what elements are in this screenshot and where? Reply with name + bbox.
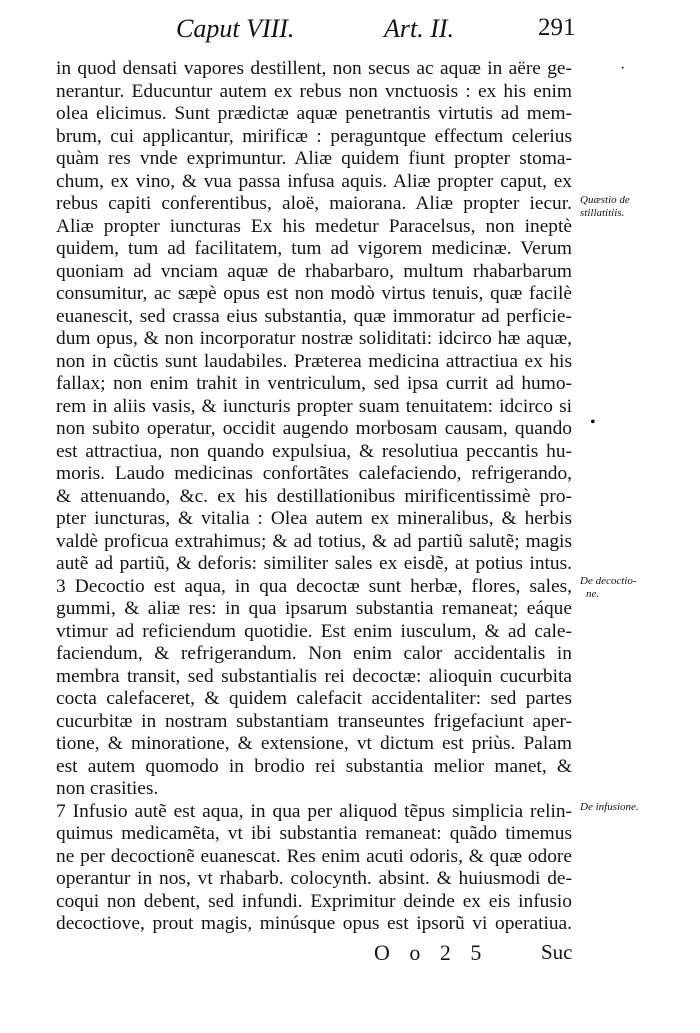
- text-line: 7 Infusio autẽ est aqua, in qua per aliquod tẽpus simplicia relin-: [56, 800, 572, 822]
- text-line: 3 Decoctio est aqua, in qua decoctæ sunt herbæ, flores, sales,: [56, 575, 572, 597]
- ink-speck: ·: [620, 60, 626, 77]
- text-line: valdè proficua extrahimus; & ad totius, & ad partiũ salutẽ; magis: [56, 530, 572, 552]
- text-line: olea elicimus. Sunt prædictæ aquæ penetrantis virtutis ad mem-: [56, 103, 572, 124]
- text-line: quidem, tum ad facilitatem, tum ad vigorem medicinæ. Verum: [56, 238, 572, 259]
- text-line: rem in aliis vasis, & iuncturis propter suam tenuitatem: idcirco si: [56, 395, 572, 417]
- text-line: consumitur, ac sæpè opus est non modò virtus tenuis, quæ facilè: [56, 283, 572, 304]
- margin-note: De decoctio-: [580, 575, 637, 587]
- text-line: moris. Laudo medicinas confortãtes calefaciendo, refrigerando,: [56, 463, 572, 484]
- text-line: in quod densati vapores destillent, non secus ac aquæ in aëre ge-: [56, 58, 572, 79]
- text-line: fallax; non enim trahit in ventriculum, sed ipsa currit ad humo-: [56, 373, 572, 394]
- chapter-heading: Caput VIII.: [176, 14, 295, 43]
- text-line: tione, & minoratione, & extensione, vt dictum est priùs. Palam: [56, 733, 572, 754]
- text-line: euanescit, sed crassa eius substantia, quæ immoratur ad perficie-: [56, 305, 572, 327]
- text-line: rebus capiti conferentibus, aloë, maiorana. Aliæ propter iecur.: [56, 193, 572, 214]
- text-line: quàm res vnde exprimuntur. Aliæ quidem fiunt propter stoma-: [56, 148, 572, 169]
- text-line: ne per decoctionẽ euanescat. Res enim acuti odoris, & quæ odore: [56, 845, 572, 867]
- text-line: cucurbitæ in nostram substantiam transeuntes frigefaciunt aper-: [56, 710, 572, 732]
- catchword: Suc: [541, 940, 573, 964]
- text-line: est attractiua, non quando expulsiua, & resolutiua peccantis hu-: [56, 440, 572, 462]
- text-line: est autem quomodo in brodio rei substantia melior manet, &: [56, 755, 572, 777]
- text-line: cocta calefaceret, & quidem calefacit accidentaliter: sed partes: [56, 688, 572, 709]
- margin-note: ne.: [586, 588, 600, 600]
- running-header: [40, 14, 680, 44]
- text-line: membra transit, sed substantialis rei decoctæ: alioquin cucurbita: [56, 665, 572, 687]
- ink-speck: •: [590, 414, 596, 431]
- text-line: decoctiove, prout magis, minúsque opus est ipsorũ vi operatiua.: [56, 913, 572, 934]
- text-line: chum, ex vino, & vua passa infusa aquis. Aliæ propter caput, ex: [56, 170, 572, 192]
- page-number: 291: [538, 14, 576, 41]
- text-line: quimus medicamẽta, vt ibi substantia remaneat: quãdo timemus: [56, 823, 572, 844]
- text-line: non subito operatur, occidit augendo morbosam causam, quando: [56, 418, 572, 439]
- text-line: vtimur ad reficiendum quotidie. Est enim iusculum, & ad cale-: [56, 620, 572, 642]
- article-heading: Art. II.: [384, 14, 455, 43]
- text-line: pter iuncturas, & vitalia : Olea autem ex mineralibus, & herbis: [56, 508, 572, 529]
- text-line: nerantur. Educuntur autem ex rebus non vnctuosis : ex his enim: [56, 80, 572, 102]
- margin-note: De infusione.: [580, 801, 639, 813]
- text-line: autẽ ad partiũ, & deforis: similiter sales ex eisdẽ, at potius intus.: [56, 553, 572, 574]
- text-line: dum opus, & non incorporatur nostræ soliditati: idcirco hæ aquæ,: [56, 328, 572, 349]
- text-line: non crasities.: [56, 778, 159, 799]
- margin-note: stillatitiis.: [580, 207, 625, 219]
- text-line: operantur in nos, vt rhabarb. colocynth. absint. & huiusmodi de-: [56, 868, 572, 889]
- text-line: & attenuando, &c. ex his destillationibus mirificentissimè pro-: [56, 485, 572, 507]
- text-line: faciendum, & refrigerandum. Non enim calor accidentalis in: [56, 643, 572, 664]
- text-line: Aliæ propter iuncturas Ex his medetur Paracelsus, non ineptè: [56, 215, 572, 237]
- margin-note: Quæstio de: [580, 194, 630, 206]
- text-line: non in cũctis sunt laudabiles. Præterea medicina attractiua ex his: [56, 350, 572, 372]
- text-line: coqui non debent, sed infundi. Exprimitur deinde ex eis infusio: [56, 890, 572, 912]
- signature-mark: O o 2 5: [374, 940, 482, 965]
- text-line: brum, cui applicantur, mirificæ : peraguntque effectum celerius: [56, 125, 572, 147]
- text-line: quoniam ad vnciam aquæ de rhabarbaro, multum rhabarbarum: [56, 260, 572, 282]
- text-line: gummi, & aliæ res: in qua ipsarum substantia remaneat; eáque: [56, 598, 572, 619]
